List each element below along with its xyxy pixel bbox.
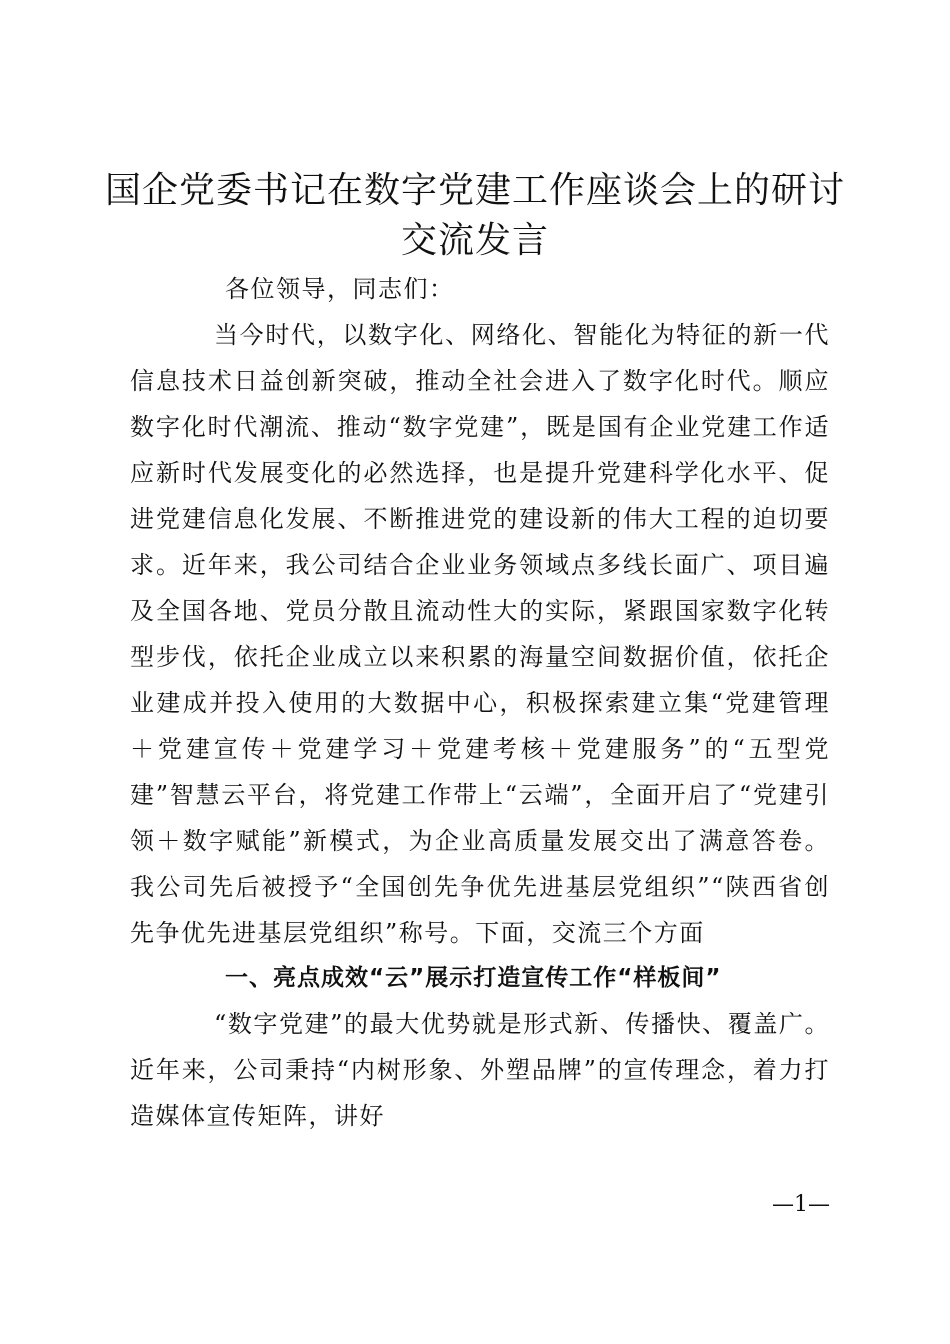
paragraph-intro: 当今时代，以数字化、网络化、智能化为特征的新一代信息技术日益创新突破，推动全社会进入了数字化时代。顺应数字化时代潮流、推动“数字党建”，既是国有企业党建工作适应新时代发展变化的必然选择，也是提升党建科学化水平、促进党建信息化发展、不断推进党的建设新的伟大工程的迫切要求。近年来，我公司结合企业业务领域点多线长面广、项目遍及全国各地、党员分散且流动性大的实际，紧跟国家数字化转型步伐，依托企业成立以来积累的海量空间数据价值，依托企业建成并投入使用的大数据中心，积极探索建立集“党建管理＋党建宣传＋党建学习＋党建考核＋党建服务”的“五型党建”智慧云平台，将党建工作带上“云端”，全面开启了“党建引领＋数字赋能”新模式，为企业高质量发展交出了满意答卷。我公司先后被授予“全国创先争优先进基层党组织”“陕西省创先争优先进基层党组织”称号。下面，交流三个方面	[130, 321, 830, 947]
paragraph-section-1: “数字党建”的最大优势就是形式新、传播快、覆盖广。近年来，公司秉持“内树形象、外塑品牌”的宣传理念，着力打造媒体宣传矩阵，讲好	[130, 1010, 830, 1130]
page-number: —1—	[772, 1192, 830, 1217]
section-heading-1: 一、亮点成效“云”展示打造宣传工作“样板间”	[225, 965, 722, 991]
title-line-1: 国企党委书记在数字党建工作座谈会上的研讨	[104, 170, 845, 211]
document-title	[100, 166, 850, 266]
title-line-2: 交流发言	[400, 220, 549, 261]
salutation: 各位领导，同志们：	[225, 275, 455, 303]
